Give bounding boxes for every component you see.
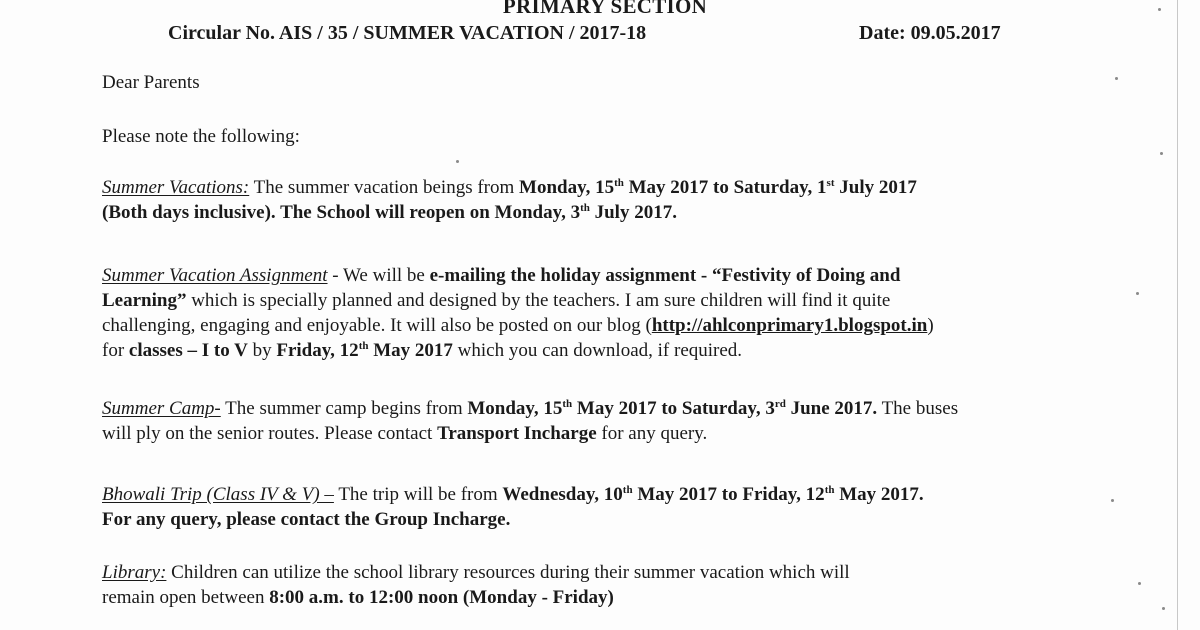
circular-number: Circular No. AIS / 35 / SUMMER VACATION / 2017-18 [168, 22, 647, 44]
bold-text: Transport Incharge [437, 423, 597, 444]
superscript: th [824, 484, 835, 496]
bold-text: 8:00 a.m. to 12:00 noon (Monday - Friday) [269, 587, 614, 608]
text: The buses [877, 398, 959, 419]
scan-speck [1160, 152, 1163, 155]
bold-text: Monday, 15 [467, 398, 563, 419]
text: which is specially planned and designed by the teachers. I am sure children will find it quite [186, 290, 891, 311]
paragraph-line [102, 396, 1102, 421]
assignment-paragraph [102, 263, 1102, 363]
circular-date: Date: 09.05.2017 [859, 22, 1001, 44]
superscript: th [358, 340, 369, 352]
text: remain open between [102, 587, 270, 608]
summer-vacation-paragraph [102, 175, 1102, 225]
paragraph-line [102, 175, 1102, 200]
paragraph-line [102, 263, 1102, 288]
summer-camp-heading: Summer Camp- [102, 398, 221, 419]
bold-text: May 2017 [368, 340, 453, 361]
intro-text: Please note the following: [102, 126, 300, 147]
bhowali-trip-paragraph [102, 482, 1102, 532]
section-title: PRIMARY SECTION [502, 0, 708, 18]
paragraph-line [102, 288, 1102, 313]
superscript: th [562, 398, 573, 410]
text: The trip will be from [333, 484, 503, 505]
bold-text: May 2017 to Friday, 12 [632, 484, 825, 505]
text: ) [927, 315, 934, 336]
superscript: th [622, 484, 633, 496]
text: for [102, 340, 129, 361]
text: for any query. [596, 423, 708, 444]
bold-text: e-mailing the holiday assignment - “Festivity of Doing and [429, 265, 901, 286]
bold-text: Friday, 12 [276, 340, 359, 361]
bold-text: July 2017 [834, 177, 917, 198]
library-paragraph [102, 560, 1102, 610]
paragraph-line [102, 560, 1102, 585]
paragraph-line [102, 421, 1102, 446]
paragraph-line [102, 482, 1102, 507]
scan-speck [1115, 77, 1118, 80]
paragraph-line [102, 338, 1102, 363]
scan-speck [1111, 499, 1114, 502]
library-heading: Library: [102, 562, 167, 583]
text: will ply on the senior routes. Please contact [102, 423, 438, 444]
scan-speck [1162, 607, 1165, 610]
scan-speck [456, 160, 459, 163]
text: - We will be [327, 265, 430, 286]
bold-text: June 2017. [785, 398, 878, 419]
bold-text: July 2017. [589, 202, 677, 223]
bold-text: May 2017 to Saturday, 3 [572, 398, 775, 419]
text: The summer camp begins from [220, 398, 468, 419]
assignment-heading: Summer Vacation Assignment [102, 265, 328, 286]
superscript: th [580, 202, 590, 214]
summer-vacation-heading: Summer Vacations: [102, 177, 250, 198]
bold-text: Monday, 15 [519, 177, 615, 198]
scan-speck [1138, 582, 1141, 585]
text: challenging, engaging and enjoyable. It will also be posted on our blog ( [102, 315, 652, 336]
text: The summer vacation beings from [249, 177, 520, 198]
paragraph-line [102, 200, 1102, 225]
bold-text: (Both days inclusive). The School will reopen on Monday, 3 [102, 202, 581, 223]
superscript: st [826, 177, 835, 189]
bold-text: classes – I to V [128, 340, 248, 361]
bold-text: For any query, please contact the Group Incharge. [102, 509, 511, 530]
summer-camp-paragraph [102, 396, 1102, 446]
text: which you can download, if required. [452, 340, 743, 361]
paragraph-line [102, 507, 1102, 532]
bhowali-trip-heading: Bhowali Trip (Class IV & V) – [102, 484, 334, 505]
page-edge [1177, 0, 1178, 630]
paragraph-line [102, 585, 1102, 610]
scan-speck [1136, 292, 1139, 295]
superscript: rd [774, 398, 786, 410]
bold-text: May 2017 to Saturday, 1 [623, 177, 827, 198]
text: by [247, 340, 277, 361]
superscript: th [614, 177, 624, 189]
text: Children can utilize the school library resources during their summer vacation which will [166, 562, 850, 583]
bold-text: May 2017. [834, 484, 924, 505]
paragraph-line [102, 313, 1102, 338]
bold-text: Wednesday, 10 [502, 484, 623, 505]
salutation: Dear Parents [102, 72, 200, 93]
blog-link[interactable]: http://ahlconprimary1.blogspot.in [651, 315, 928, 336]
bold-text: Learning” [102, 290, 187, 311]
scan-speck [1158, 8, 1161, 11]
